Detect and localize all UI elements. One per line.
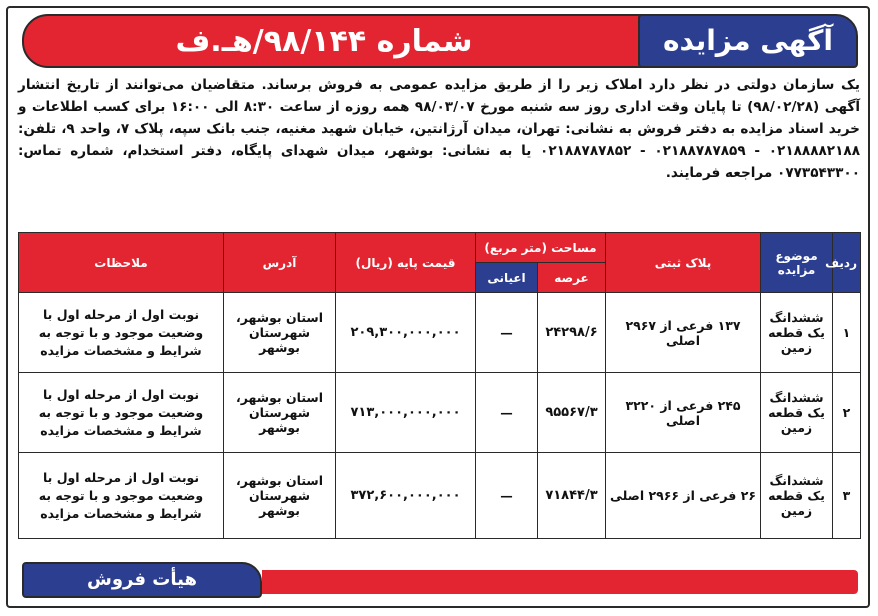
header-area: مساحت (متر مربع) [476, 233, 606, 263]
cell-building-area: — [476, 293, 538, 373]
header-area-land: عرصه [538, 263, 606, 293]
footer-red-bar [262, 570, 858, 594]
cell-plaque: ۲۶ فرعی از ۲۹۶۶ اصلی [606, 453, 761, 539]
cell-land-area: ۲۴۲۹۸/۶ [538, 293, 606, 373]
cell-row-number: ۲ [833, 373, 861, 453]
table-row [19, 453, 861, 539]
cell-land-area: ۷۱۸۴۴/۳ [538, 453, 606, 539]
footer-label: هیأت فروش [87, 569, 197, 590]
header-address: آدرس [224, 233, 336, 293]
cell-address: استان بوشهر، شهرستان بوشهر [224, 373, 336, 453]
footer-signature-tab [22, 562, 262, 598]
cell-base-price: ۲۰۹,۳۰۰,۰۰۰,۰۰۰ [336, 293, 476, 373]
ad-header [22, 14, 862, 68]
auction-table [18, 232, 861, 539]
cell-notes: نوبت اول از مرحله اول با وضعیت موجود و با توجه به شرایط و مشخصات مزایده [19, 293, 224, 373]
ad-title: آگهی مزایده [662, 24, 833, 57]
cell-subject: ششدانگ یک قطعه زمین [761, 373, 833, 453]
cell-base-price: ۳۷۲,۶۰۰,۰۰۰,۰۰۰ [336, 453, 476, 539]
header-notes: ملاحظات [19, 233, 224, 293]
ad-number: شماره ۹۸/۱۴۴/هـ.ف [175, 24, 473, 59]
table-row [19, 373, 861, 453]
cell-row-number: ۳ [833, 453, 861, 539]
cell-base-price: ۷۱۳,۰۰۰,۰۰۰,۰۰۰ [336, 373, 476, 453]
header-row-number: ردیف [833, 233, 861, 293]
table-row [19, 293, 861, 373]
header-plaque: پلاک ثبتی [606, 233, 761, 293]
header-subject: موضوع مزایده [761, 233, 833, 293]
header-area-building: اعیانی [476, 263, 538, 293]
header-title-tab [638, 14, 858, 68]
cell-subject: ششدانگ یک قطعه زمین [761, 293, 833, 373]
cell-address: استان بوشهر، شهرستان بوشهر [224, 293, 336, 373]
cell-plaque: ۱۳۷ فرعی از ۲۹۶۷ اصلی [606, 293, 761, 373]
cell-building-area: — [476, 453, 538, 539]
cell-notes: نوبت اول از مرحله اول با وضعیت موجود و با توجه به شرایط و مشخصات مزایده [19, 373, 224, 453]
header-price: قیمت پایه (ریال) [336, 233, 476, 293]
cell-land-area: ۹۵۵۶۷/۳ [538, 373, 606, 453]
cell-plaque: ۲۴۵ فرعی از ۳۲۲۰ اصلی [606, 373, 761, 453]
ad-body-text: یک سازمان دولتی در نظر دارد املاک زیر را از طریق مزایده عمومی به فروش برساند. متقاضیان می‌توانند از تاریخ انتشار آگهی (۹۸/۰۲/۲۸) تا پایان وقت اداری روز سه شنبه مورخ ۹۸/۰۳/۰۷ همه روزه از ساعت ۸:۳۰ الی ۱۶:۰۰ برای کسب اطلاعات و خرید اسناد مزایده به دفتر فروش به نشانی: تهران، میدان آرژانتین، خیابان شهید مغنیه، جنب بانک سپه، پلاک ۷، واحد ۹، تلفن: ۰۲۱۸۸۸۸۲۱۸۸ - ۰۲۱۸۸۷۸۷۸۵۹ - ۰۲۱۸۸۷۸۷۸۵۲ یا به نشانی: بوشهر، میدان شهدای پایگاه، دفتر استخدام، شماره تماس: ۰۷۷۳۵۴۳۳۰۰ مراجعه فرمایند. [18, 77, 860, 181]
cell-notes: نوبت اول از مرحله اول با وضعیت موجود و با توجه به شرایط و مشخصات مزایده [19, 453, 224, 539]
cell-building-area: — [476, 373, 538, 453]
header-number-banner [22, 14, 662, 68]
cell-address: استان بوشهر، شهرستان بوشهر [224, 453, 336, 539]
cell-row-number: ۱ [833, 293, 861, 373]
cell-subject: ششدانگ یک قطعه زمین [761, 453, 833, 539]
